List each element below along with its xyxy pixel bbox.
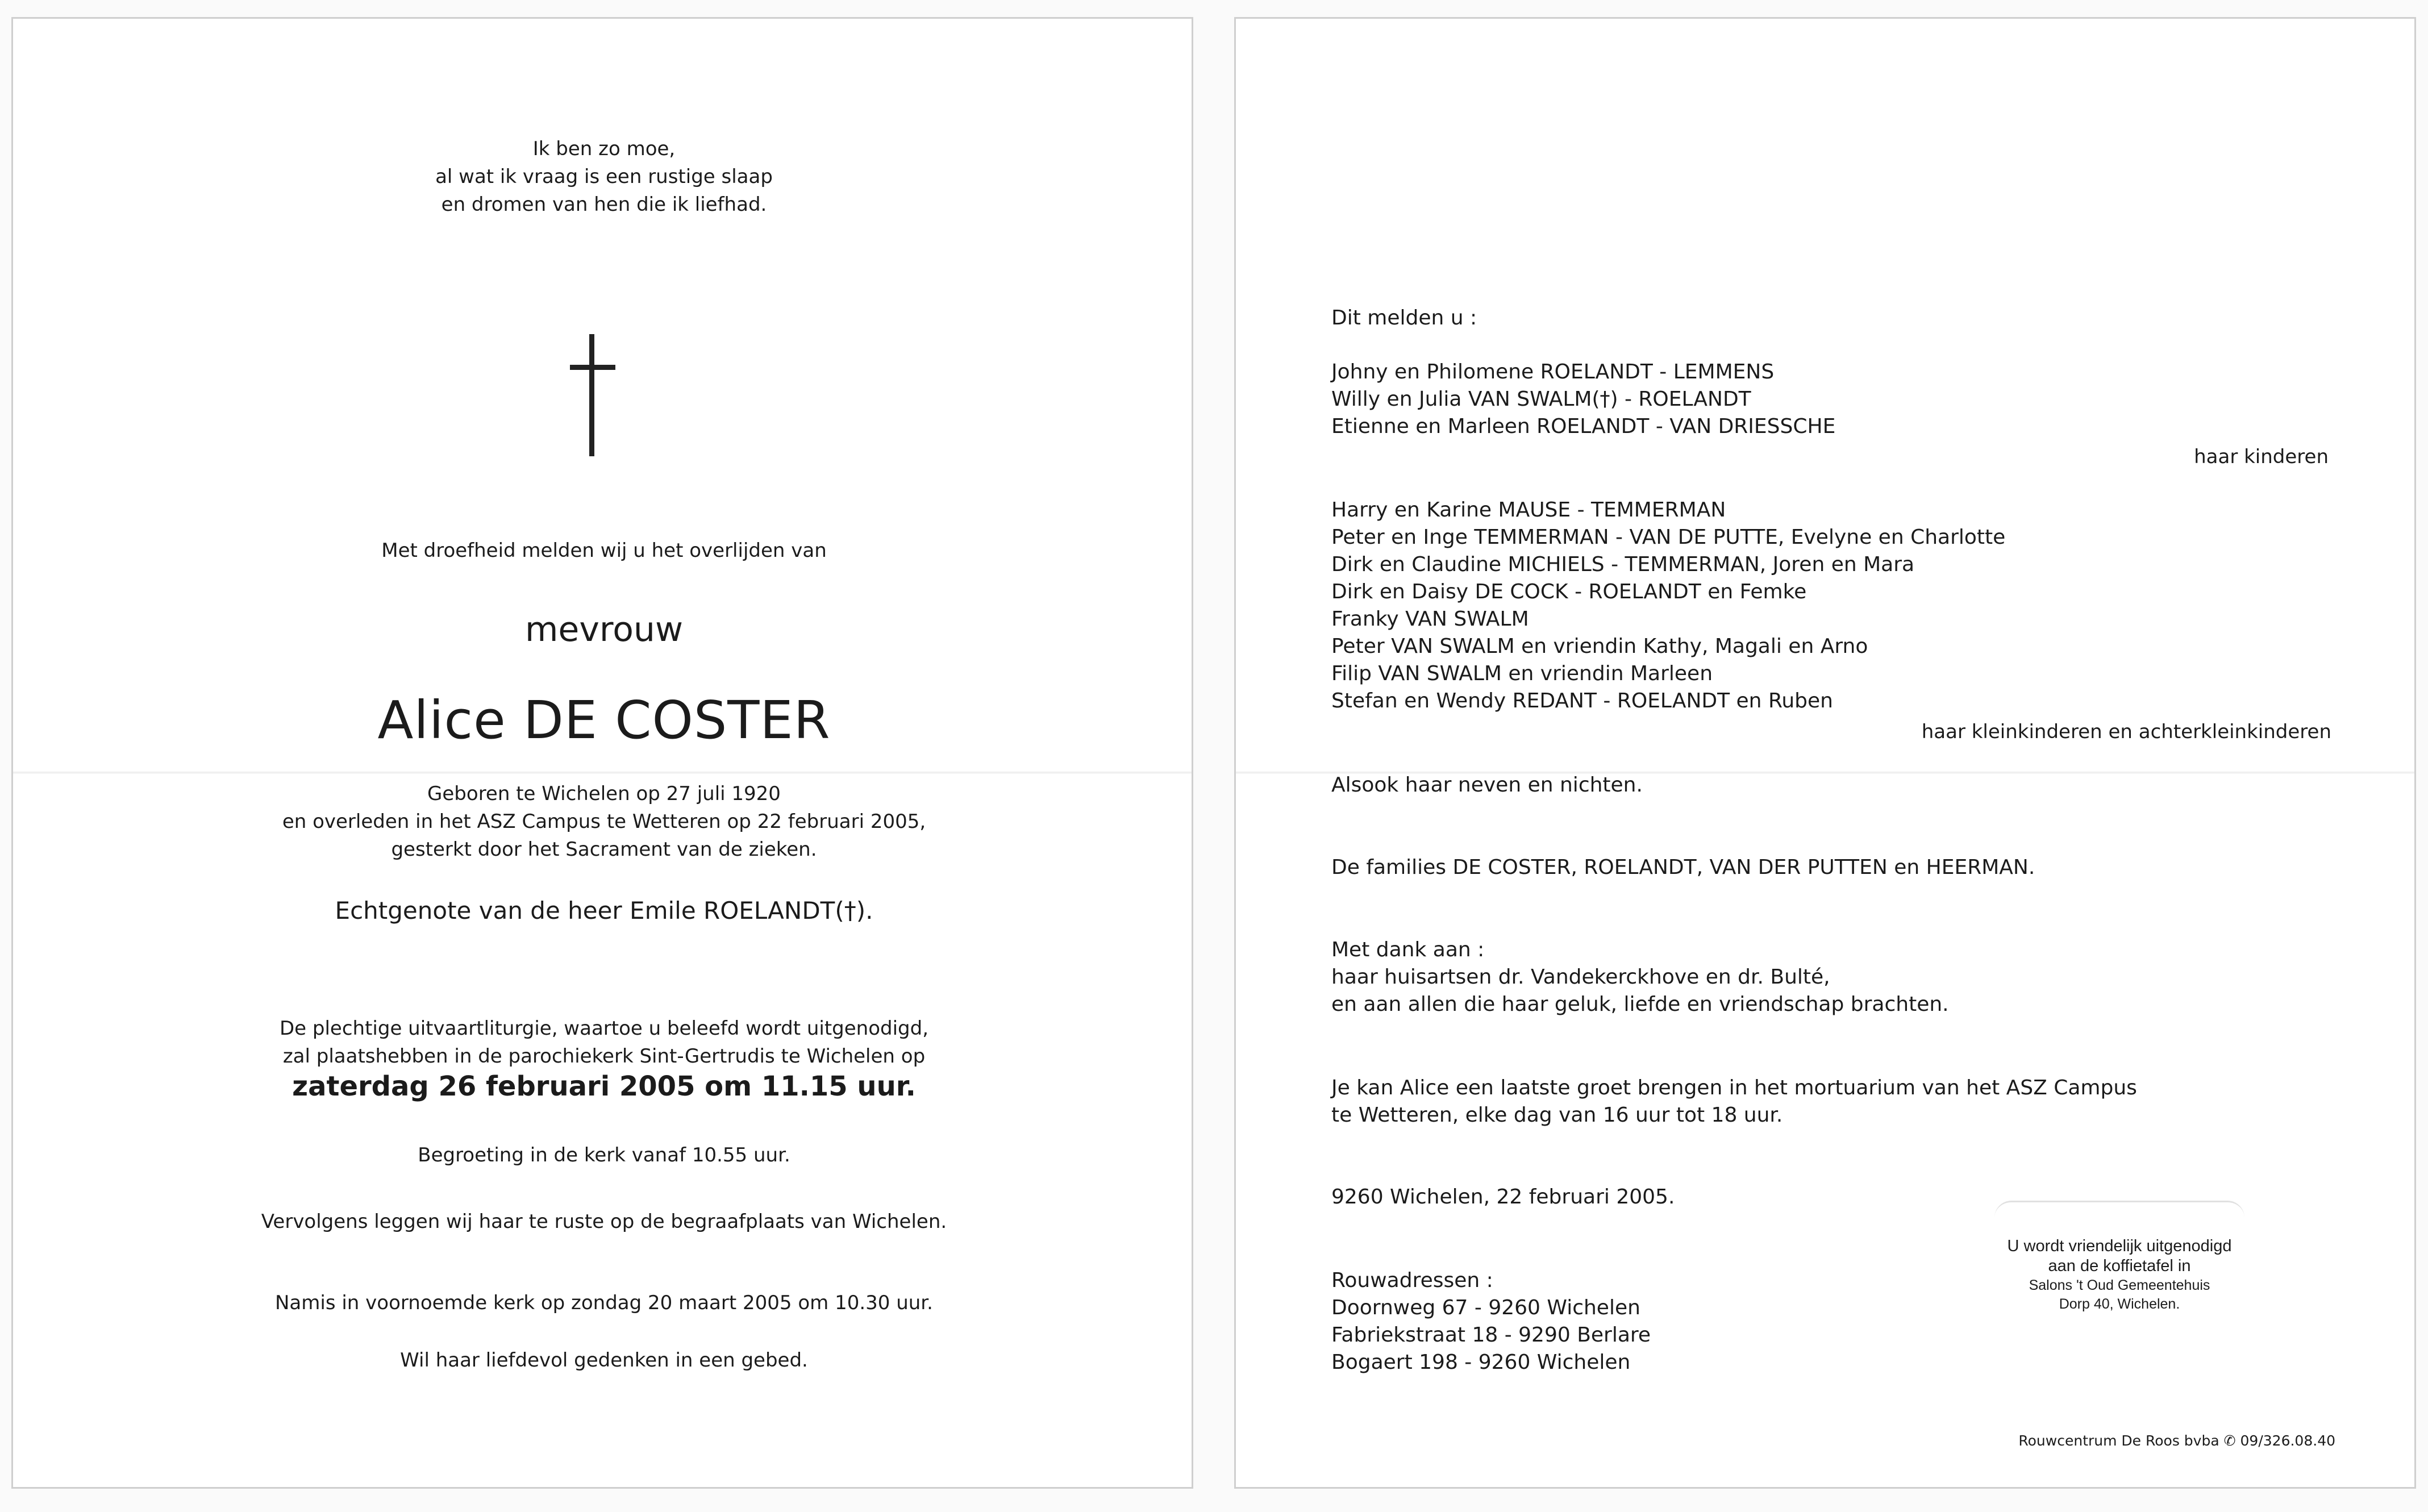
fold-line bbox=[13, 772, 1192, 774]
left-page bbox=[11, 17, 1193, 1489]
birth-death-line: en overleden in het ASZ Campus te Wetteren op 22 februari 2005, bbox=[282, 810, 926, 833]
latin-cross-icon bbox=[564, 334, 621, 456]
address-item: Fabriekstraat 18 - 9290 Berlare bbox=[1331, 1323, 1651, 1347]
funeral-date: zaterdag 26 februari 2005 om 11.15 uur. bbox=[292, 1071, 916, 1102]
list-item: Franky VAN SWALM bbox=[1331, 607, 1529, 631]
undertaker-phone: 09/326.08.40 bbox=[2240, 1432, 2335, 1449]
list-item: Etienne en Marleen ROELANDT - VAN DRIESSCHE bbox=[1331, 415, 1836, 438]
deceased-name: Alice DE COSTER bbox=[377, 690, 831, 751]
poem-line: al wat ik vraag is een rustige slaap bbox=[435, 165, 773, 188]
coffee-line: Salons 't Oud Gemeentehuis bbox=[2029, 1277, 2210, 1293]
thanks-line: en aan allen die haar geluk, liefde en vriendschap brachten. bbox=[1331, 993, 1949, 1016]
poem bbox=[13, 135, 1195, 219]
funeral-line: zal plaatshebben in de parochiekerk Sint-Gertrudis te Wichelen op bbox=[282, 1045, 926, 1068]
cousins-text: Alsook haar neven en nichten. bbox=[1331, 773, 1643, 797]
children-list bbox=[1331, 359, 1835, 440]
families-text: De families DE COSTER, ROELANDT, VAN DER PUTTEN en HEERMAN. bbox=[1331, 856, 2035, 879]
addresses-list bbox=[1331, 1294, 1651, 1376]
thanks-line: Met dank aan : bbox=[1331, 938, 1485, 961]
birth-death-text bbox=[13, 780, 1195, 864]
list-item: Johny en Philomene ROELANDT - LEMMENS bbox=[1331, 360, 1775, 384]
greeting-text: Begroeting in de kerk vanaf 10.55 uur. bbox=[418, 1144, 790, 1167]
thanks-text bbox=[1331, 936, 1949, 1018]
coffee-line: U wordt vriendelijk uitgenodigd bbox=[2007, 1237, 2232, 1255]
grandchildren-list bbox=[1331, 497, 2005, 715]
poem-line: Ik ben zo moe, bbox=[532, 138, 676, 160]
phone-icon: ✆ bbox=[2223, 1432, 2236, 1449]
birth-death-line: Geboren te Wichelen op 27 juli 1920 bbox=[427, 782, 781, 805]
funeral-line: De plechtige uitvaartliturgie, waartoe u beleefd wordt uitgenodigd, bbox=[279, 1017, 929, 1040]
burial-text: Vervolgens leggen wij haar te ruste op de begraafplaats van Wichelen. bbox=[261, 1210, 947, 1233]
coffee-line: aan de koffietafel in bbox=[2048, 1257, 2191, 1275]
list-item: Dirk en Claudine MICHIELS - TEMMERMAN, Joren en Mara bbox=[1331, 553, 1915, 576]
spouse-text: Echtgenote van de heer Emile ROELANDT(†). bbox=[335, 897, 873, 924]
list-item: Dirk en Daisy DE COCK - ROELANDT en Femke bbox=[1331, 580, 1807, 603]
announce-text: Dit melden u : bbox=[1331, 306, 1477, 330]
grandchildren-label: haar kleinkinderen en achterkleinkinderen bbox=[1921, 720, 2331, 743]
farewell-line: Je kan Alice een laatste groet brengen in het mortuarium van het ASZ Campus bbox=[1331, 1076, 2137, 1099]
list-item: Peter VAN SWALM en vriendin Kathy, Magali en Arno bbox=[1331, 635, 1868, 658]
list-item: Filip VAN SWALM en vriendin Marleen bbox=[1331, 662, 1713, 685]
prayer-text: Wil haar liefdevol gedenken in een gebed. bbox=[400, 1349, 808, 1372]
poem-line: en dromen van hen die ik liefhad. bbox=[441, 193, 767, 216]
intro-text: Met droefheid melden wij u het overlijden van bbox=[381, 539, 827, 562]
list-item: Peter en Inge TEMMERMAN - VAN DE PUTTE, Evelyne en Charlotte bbox=[1331, 526, 2006, 549]
list-item: Harry en Karine MAUSE - TEMMERMAN bbox=[1331, 498, 1726, 522]
list-item: Willy en Julia VAN SWALM(†) - ROELANDT bbox=[1331, 388, 1751, 411]
list-item: Stefan en Wendy REDANT - ROELANDT en Ruben bbox=[1331, 689, 1833, 713]
undertaker-name: Rouwcentrum De Roos bvba bbox=[2018, 1432, 2219, 1449]
coffee-invitation bbox=[1994, 1201, 2244, 1333]
birth-death-line: gesterkt door het Sacrament van de zieken. bbox=[391, 838, 817, 861]
place-date: 9260 Wichelen, 22 februari 2005. bbox=[1331, 1185, 1675, 1209]
address-item: Doornweg 67 - 9260 Wichelen bbox=[1331, 1296, 1640, 1319]
address-item: Bogaert 198 - 9260 Wichelen bbox=[1331, 1351, 1631, 1374]
funeral-text bbox=[13, 1015, 1195, 1071]
undertaker-credit bbox=[2018, 1431, 2335, 1451]
honorific: mevrouw bbox=[524, 610, 684, 649]
thanks-line: haar huisartsen dr. Vandekerckhove en dr. Bulté, bbox=[1331, 965, 1830, 989]
addresses-label: Rouwadressen : bbox=[1331, 1269, 1493, 1292]
farewell-text bbox=[1331, 1074, 2137, 1129]
farewell-line: te Wetteren, elke dag van 16 uur tot 18 uur. bbox=[1331, 1103, 1783, 1127]
children-label: haar kinderen bbox=[2194, 445, 2329, 468]
coffee-line: Dorp 40, Wichelen. bbox=[2059, 1296, 2180, 1312]
mass-text: Namis in voornoemde kerk op zondag 20 maart 2005 om 10.30 uur. bbox=[275, 1292, 933, 1314]
